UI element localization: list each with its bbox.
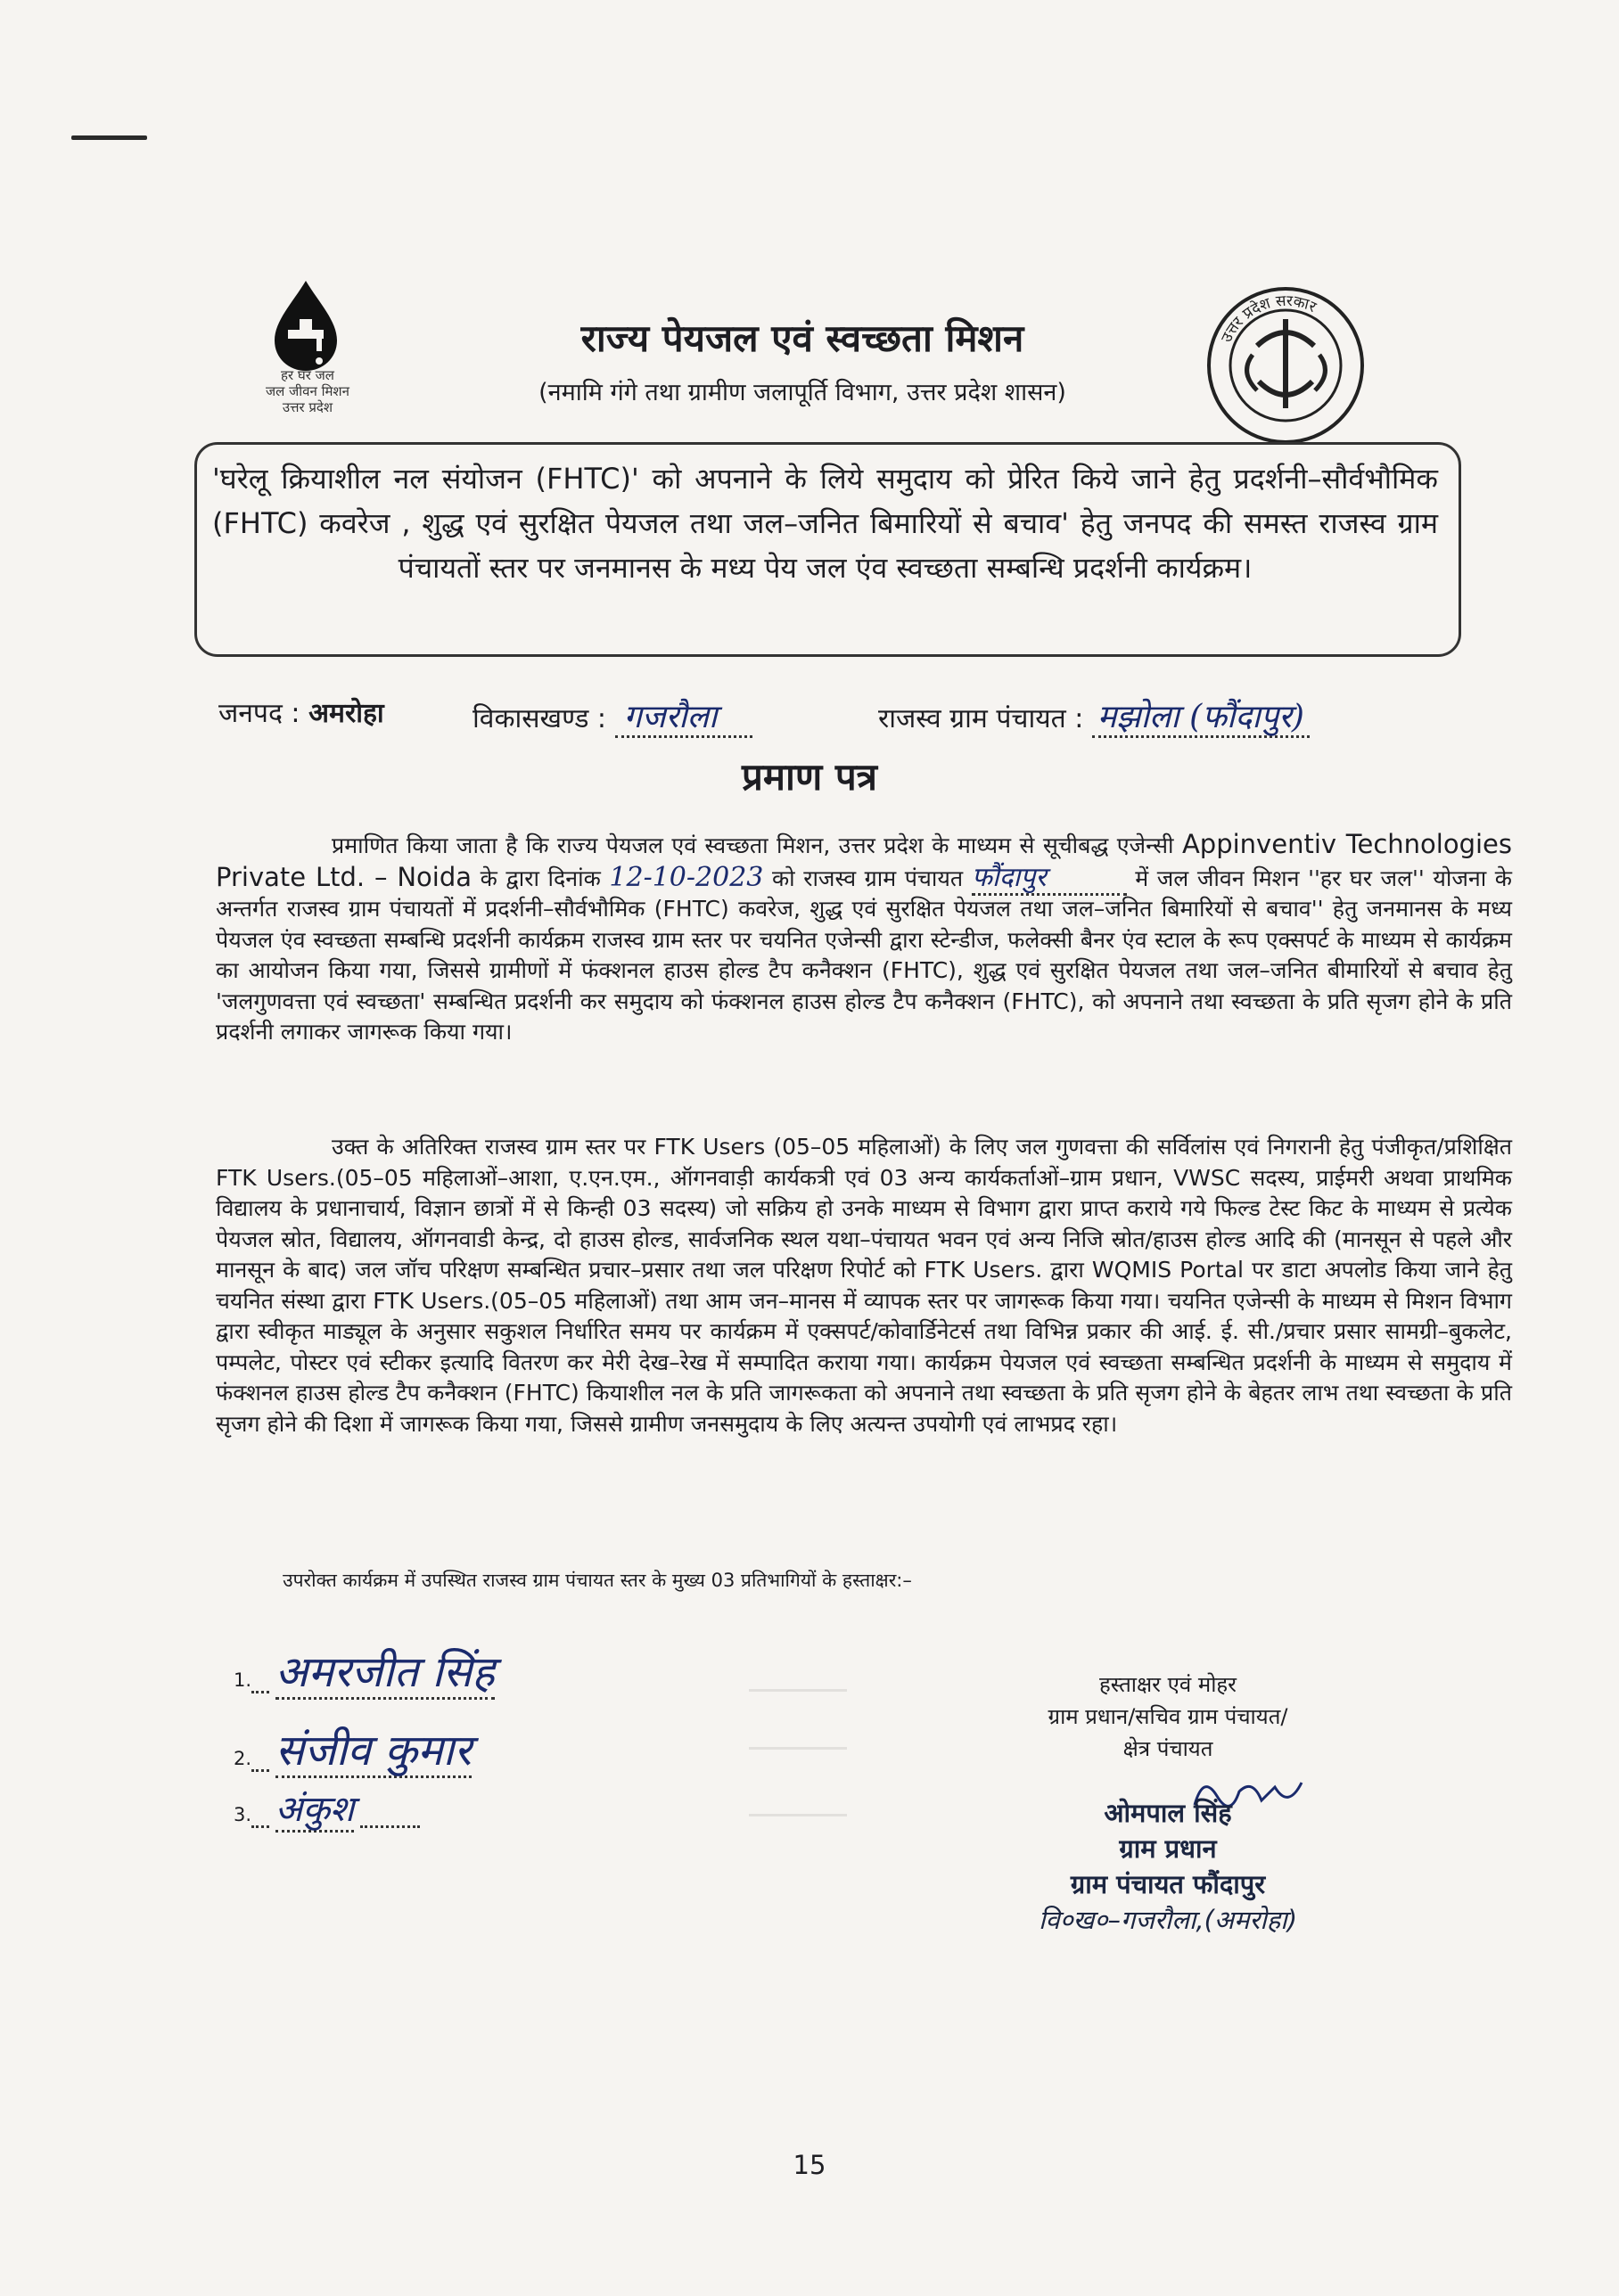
gram-panchayat-value: मझोला (फौंदापुर) xyxy=(1092,699,1310,738)
page-number: 15 xyxy=(793,2150,826,2180)
signature-stamp-label: हस्ताक्षर एवं मोहर ग्राम प्रधान/सचिव ग्राम पंचायत/ क्षेत्र पंचायत xyxy=(1048,1672,1288,1761)
mission-subtitle: (नमामि गंगे तथा ग्रामीण जलापूर्ति विभाग, उत्तर प्रदेश शासन) xyxy=(538,379,1066,406)
pen-mark xyxy=(71,135,147,140)
janpad-field: जनपद : अमरोहा xyxy=(218,698,384,729)
certificate-title: प्रमाण पत्र xyxy=(742,755,877,799)
janpad-value: अमरोहा xyxy=(308,698,384,729)
participant-signature-3: 3. अंकुश xyxy=(234,1783,420,1832)
logo-caption: हर घर जल जल जीवन मिशन उत्तर प्रदेश xyxy=(266,367,349,415)
faint-line xyxy=(749,1747,847,1750)
program-description: 'घरेलू क्रियाशील नल संयोजन (FHTC)' को अपनाने के लिये समुदाय को प्रेरित किये जाने हेतु प्रदर्शनी–सौर्वभौमिक (FHTC) कवरेज , शुद्ध एवं सुरक्षित पेयजल तथा जल–जनित बिमारियों से बचाव' हेतु जनपद की समस्त राजस्व ग्राम पंचायतों स्तर पर जनमानस के मध्य पेय जल एंव स्वच्छता सम्बन्धि प्रदर्शनी कार्यक्रम। xyxy=(212,462,1438,585)
gram-panchayat-handwritten: फौंदापुर xyxy=(972,862,1127,896)
signatures-intro: उपरोक्त कार्यक्रम में उपस्थित राजस्व ग्राम पंचायत स्तर के मुख्य 03 प्रतिभागियों के हस्ताक्षर:– xyxy=(283,1570,912,1591)
pradhan-stamp: ओमपाल सिंह ग्राम प्रधान ग्राम पंचायत फौंदापुर वि०ख०–गजरौला,(अमरोहा) xyxy=(1038,1798,1298,1935)
faint-line xyxy=(749,1689,847,1692)
program-date: 12-10-2023 xyxy=(609,861,764,893)
participant-signature-2: 2. संजीव कुमार xyxy=(234,1720,472,1778)
gram-panchayat-field: राजस्व ग्राम पंचायत : मझोला (फौंदापुर) xyxy=(878,693,1310,737)
block-value: गजरौला xyxy=(615,699,753,738)
up-government-emblem xyxy=(1204,283,1368,448)
faint-line xyxy=(749,1814,847,1816)
certificate-paragraph-2: उक्त के अतिरिक्त राजस्व ग्राम स्तर पर FTK Users (05–05 महिलाओं) के लिए जल गुणवत्ता की सर्विलांस एवं निगरानी हेतु पंजीकृत/प्रशिक्षित FTK Users.(05–05 महिलाओं–आशा, ए.एन.एम., ऑगनवाड़ी कार्यकत्री एवं 03 अन्य कार्यकर्ताओं–ग्राम प्रधान, VWSC सदस्य, प्राईमरी अथवा प्राथमिक विद्यालय के प्रधानाचार्य, विज्ञान छात्रों में से किन्ही 03 सदस्य) जो सक्रिय हो उनके माध्यम से विभाग द्वारा प्राप्त कराये गये फिल्ड टेस्ट किट के माध्यम से प्रत्येक पेयजल स्रोत, विद्यालय, ऑगनवाडी केन्द्र, दो हाउस होल्ड, सार्वजनिक स्थल यथा–पंचायत भवन एवं अन्य निजि स्रोत/हाउस होल्ड आदि की (मानसून से पहले और मानसून के बाद) जल जॉच परिक्षण सम्बन्धित प्रचार–प्रसार तथा जल परिक्षण रिपोर्ट को FTK Users. द्वारा WQMIS Portal पर डाटा अपलोड किया जाने हेतु चयनित संस्था द्वारा FTK Users.(05–05 महिलाओं) तथा आम जन–मानस में व्यापक स्तर पर जागरूक किया गया। चयनित एजेन्सी के माध्यम से मिशन विभाग द्वारा स्वीकृत माड्यूल के अनुसार सकुशल निर्धारित समय पर कार्यक्रम में एक्सपर्ट/कोवार्डिनेटर्स तथा विभिन्न प्रकार की आई. ई. सी./प्रचार प्रसार सामग्री–बुकलेट, पम्पलेट, पोस्टर एवं स्टीकर इत्यादि वितरण कर मेरी देख–रेख में सम्पादित कराया गया। कार्यक्रम पेयजल एवं स्वच्छता सम्बन्धित प्रदर्शनी के माध्यम से समुदाय में फंक्शनल हाउस होल्ड टैप कनैक्शन (FHTC) कियाशील नल के प्रति जागरूकता को अपनाने तथा स्वच्छता के प्रति सृजग होने के बेहतर लाभ तथा स्वच्छता के प्रति सृजग होने की दिशा में जागरूक किया गया, जिससे ग्रामीण जनसमुदाय के लिए अत्यन्त उपयोगी एवं लाभप्रद रहा। xyxy=(216,1134,1512,1437)
svg-text:उत्तर प्रदेश सरकार: उत्तर प्रदेश सरकार xyxy=(1218,291,1319,346)
participant-signature-1: 1. अमरजीत सिंह xyxy=(234,1642,495,1700)
certificate-paragraph-1: प्रमाणित किया जाता है कि राज्य पेयजल एवं स्वच्छता मिशन, उत्तर प्रदेश के माध्यम से सूचीबद्ध एजेन्सी Appinventiv Technologies Private Ltd. – Noida के द्वारा दिनांक 12-10-2023 को राजस्व ग्राम पंचायत फौंदापुर में जल जीवन मिशन ''हर घर जल'' योजना के अन्तर्गत राजस्व ग्राम पंचायतों में प्रदर्शनी–सौर्वभौमिक (FHTC) कवरेज, शुद्ध एवं सुरक्षित पेयजल तथा जल–जनित बिमारियों से बचाव'' हेतु जनमानस के मध्य पेयजल एंव स्वच्छता सम्बन्धि प्रदर्शनी कार्यक्रम राजस्व ग्राम स्तर पर चयनित एजेन्सी द्वारा स्टेन्डीज, फलेक्सी बैनर एंव स्टाल के रूप एक्सपर्ट के माध्यम से कार्यक्रम का आयोजन किया गया, जिससे ग्रामीणों में फंक्शनल हाउस होल्ड टैप कनैक्शन (FHTC), शुद्ध एवं सुरक्षित पेयजल तथा जल–जनित बीमारियों से बचाव हेतु 'जलगुणवत्ता एवं स्वच्छता' सम्बन्धित प्रदर्शनी कर समुदाय को फंक्शनल हाउस होल्ड टैप कनैक्शन (FHTC), को अपनाने तथा स्वच्छता के प्रति सृजग होने के प्रति प्रदर्शनी लगाकर जागरूक किया गया। xyxy=(216,829,1513,1045)
mission-title: राज्य पेयजल एवं स्वच्छता मिशन xyxy=(580,316,1024,360)
agency-name: Appinventiv Technologies Private Ltd. – Noida xyxy=(216,829,1513,892)
block-field: विकासखण्ड : गजरौला xyxy=(473,693,752,737)
